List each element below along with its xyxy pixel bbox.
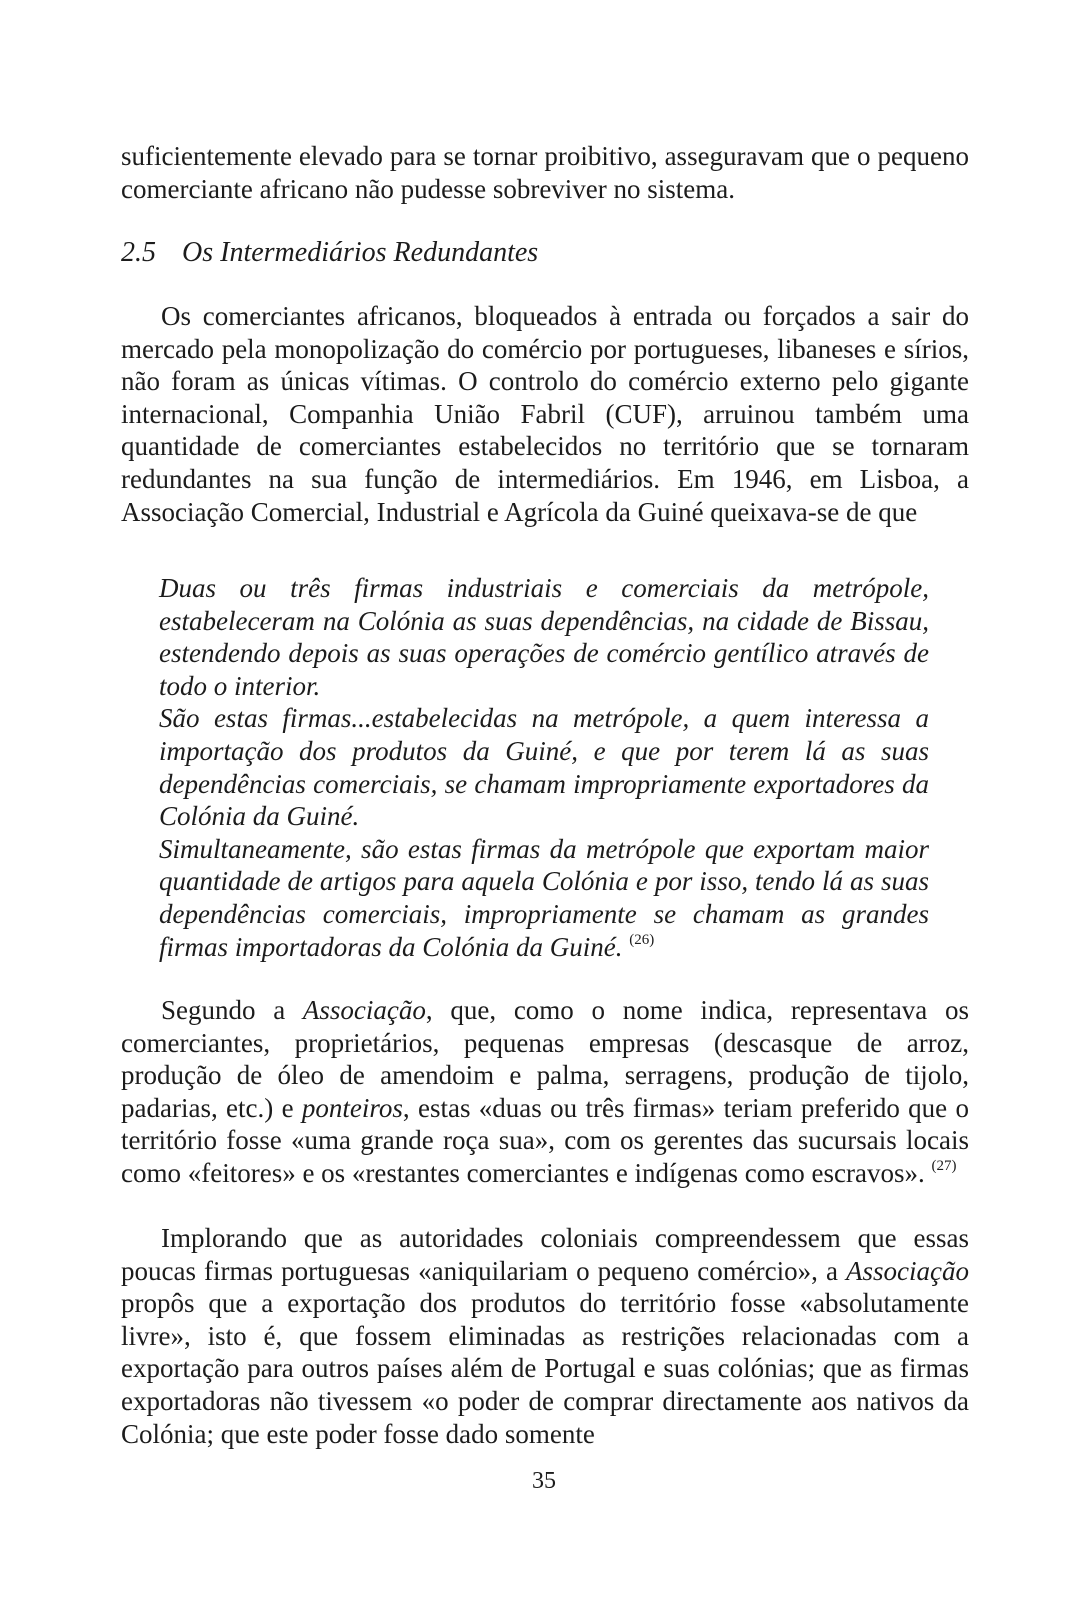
paragraph-3-lead: Implorando que as autoridades coloniais compreendessem que essas poucas firmas portuguesas «aniquilariam o pequeno comércio», a	[121, 1223, 969, 1286]
quote-part-2: São estas firmas...estabelecidas na metrópole, a quem interessa a importação dos produtos da Guiné, e que por terem lá as suas dependências comerciais, se chamam impropriamente exportadores da Colónia da Guiné.	[159, 703, 929, 832]
footnote-ref-26: (26)	[629, 931, 655, 948]
block-quote	[159, 572, 929, 963]
intro-block	[121, 140, 969, 205]
paragraph-2-term-2: ponteiros	[301, 1092, 403, 1123]
intro-paragraph: suficientemente elevado para se tornar proibitivo, asseguravam que o pequeno comerciante africano não pudesse sobreviver no sistema.	[121, 141, 969, 204]
quote-part-3-text: Simultaneamente, são estas firmas da metrópole que exportam maior quantidade de artigos para aquela Colónia e por isso, tendo lá as suas dependências comerciais, impropriamente se chamam as grandes firmas importadoras da Colónia da Guiné.	[159, 833, 929, 962]
paragraph-1: Os comerciantes africanos, bloqueados à entrada ou forçados a sair do mercado pela monopolização do comércio por portugueses, libaneses e sírios, não foram as únicas vítimas. O controlo do comércio externo pelo gigante internacional, Companhia União Fabril (CUF), arruinou também uma quantidade de comerciantes estabelecidos no território que se tornaram redundantes na sua função de intermediários. Em 1946, em Lisboa, a Associação Comercial, Industrial e Agrícola da Guiné queixava-se de que	[121, 301, 969, 527]
quote-part-3	[159, 833, 929, 963]
paragraph-2-lead: Segundo a	[161, 995, 303, 1025]
paragraph-2-tail: , estas «duas ou três firmas» teriam preferido que o território fosse «uma grande roça sua», com os gerentes das sucursais locais como «feitores» e os «restantes comerciantes e indígenas como escravos».	[121, 1092, 969, 1188]
section-number: 2.5	[121, 237, 156, 268]
paragraph-3-block	[121, 1222, 969, 1450]
page-number: 35	[532, 1468, 556, 1494]
paragraph-2-block	[121, 994, 969, 1190]
paragraph-3	[121, 1222, 969, 1450]
quote-part-1: Duas ou três firmas industriais e comerciais da metrópole, estabeleceram na Colónia as suas dependências, na cidade de Bissau, estendendo depois as suas operações de comércio gentílico através de todo o interior.	[159, 573, 929, 701]
footnote-ref-27: (27)	[931, 1157, 957, 1174]
section-title: Os Intermediários Redundantes	[182, 237, 539, 268]
paragraph-1-block	[121, 300, 969, 528]
paragraph-3-term: Associação	[846, 1255, 969, 1286]
paragraph-2	[121, 994, 969, 1190]
paragraph-2-mid: , que, como o nome indica, representava os comerciantes, proprietários, pequenas empresas (descasque de arroz, produção de óleo de amendoim e palma, serragens, produção de tijolo, padarias, etc.) e	[121, 995, 970, 1123]
section-heading	[121, 236, 538, 270]
paragraph-2-term-1: Associação	[302, 995, 426, 1025]
paragraph-3-tail: propôs que a exportação dos produtos do território fosse «absolutamente livre», isto é, que fossem eliminadas as restrições relacionadas com a exportação para outros países além de Portugal e suas colónias; que as firmas exportadoras não tivessem «o poder de comprar directamente aos nativos da Colónia; que este poder fosse dado somente	[121, 1288, 969, 1449]
